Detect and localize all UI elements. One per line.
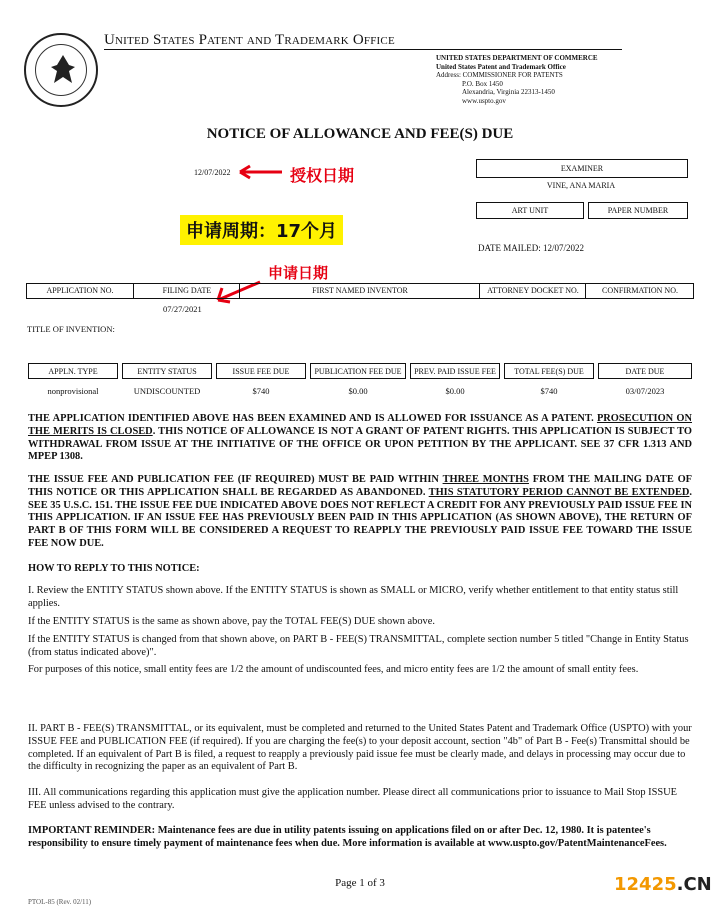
grant-date-annotation: 授权日期 (290, 166, 355, 185)
reply-paragraph: III. All communications regarding this application must give the application number. Please direct all communications prior to issuance to Mail Stop ISSUE FEE unless advised to the contrary. (28, 787, 677, 811)
application-table-header (26, 283, 694, 299)
col-publication-fee: PUBLICATION FEE DUE (310, 363, 406, 379)
para-underline: THIS STATUTORY PERIOD CANNOT BE EXTENDED (428, 486, 690, 498)
para-text: . SEE 35 U.S.C. 151. THE ISSUE FEE DUE INDICATED ABOVE DOES NOT REFLECT A CREDIT FOR ANY PREVIOUSLY PAID ISSUE FEE IN THIS APPLICATION. IF AN ISSUE FEE HAS PREVIOUSLY BEEN PAID IN THIS APPLICATION (AS SHOWN ABOVE), THE RETURN OF PART B OF THIS FORM WILL BE CONSIDERED A REQUEST TO REAPPLY THE PREVIOUSLY PAID ISSUE FEE TOWARD THE ISSUE FEE NOW DUE. (28, 486, 693, 549)
examiner-name: VINE, ANA MARIA (546, 181, 616, 190)
para-text: . THIS NOTICE OF ALLOWANCE IS NOT A GRANT OF PATENT RIGHTS. THIS APPLICATION IS SUBJECT TO WITHDRAWAL FROM ISSUE AT THE INITIATIVE OF THE OFFICE OR UPON PETITION BY THE APPLICANT. SEE 37 CFR 1.313 AND MPEP 1308. (28, 425, 692, 463)
col-total-fees: TOTAL FEE(S) DUE (504, 363, 594, 379)
col-appln-type: APPLN. TYPE (28, 363, 118, 379)
entity-status-value: UNDISCOUNTED (133, 386, 201, 396)
para-text: THE ISSUE FEE AND PUBLICATION FEE (IF REQUIRED) MUST BE PAID WITHIN (28, 474, 443, 485)
header-rule (104, 49, 622, 50)
para-underline: PROSECUTION ON THE MERITS IS CLOSED (28, 413, 692, 437)
notice-date: 12/07/2022 (194, 168, 231, 177)
col-application-no: APPLICATION NO. (46, 286, 114, 295)
art-unit-label: ART UNIT (476, 202, 584, 219)
date-due-value: 03/07/2023 (625, 386, 665, 396)
reply-paragraph: II. PART B - FEE(S) TRANSMITTAL, or its equivalent, must be completed and returned to the United States Patent and Trademark Office (USPTO) with your ISSUE FEE and PUBLICATION FEE (if required). If you are charging the fee(s) to your deposit account, section "4b" of Part B - Fee(s) Transmittal should be completed. If an equivalent of Part B is filed, a request to reapply a previously paid issue fee must be clearly made, and delays in processing may occur due to the difficulty in recognizing the paper as an equivalent of Part B. (28, 723, 692, 773)
dept-line: P.O. Box 1450 (462, 79, 503, 88)
dept-line: Address: COMMISSIONER FOR PATENTS (436, 71, 563, 80)
issue-fee-value: $740 (252, 386, 270, 396)
prev-paid-value: $0.00 (445, 386, 465, 396)
dept-line: Alexandria, Virginia 22313-1450 (462, 88, 555, 97)
total-fees-value: $740 (540, 386, 558, 396)
important-reminder: IMPORTANT REMINDER: Maintenance fees are due in utility patents issuing on applications filed on or after Dec. 12, 1980. It is patentee's responsibility to ensure timely payment of maintenance fees when due. More information is available at www.uspto.gov/PatentMaintenanceFees. (28, 825, 667, 849)
examiner-label: EXAMINER (476, 159, 688, 178)
reply-paragraph: If the ENTITY STATUS is changed from that shown above, on PART B - FEE(S) TRANSMITTAL, complete section number 5 titled "Change in Entity Status (from status indicated above)". (28, 634, 689, 658)
red-arrow-icon (232, 164, 284, 180)
col-date-due: DATE DUE (598, 363, 692, 379)
para-text: THE APPLICATION IDENTIFIED ABOVE HAS BEEN EXAMINED AND IS ALLOWED FOR ISSUANCE AS A PATENT. (28, 413, 594, 424)
paper-number-label: PAPER NUMBER (588, 202, 688, 219)
col-filing-date: FILING DATE (133, 284, 240, 298)
para-underline: THREE MONTHS (442, 474, 529, 485)
brand-num: 12425 (614, 874, 677, 895)
uspto-seal-logo (24, 33, 98, 107)
date-mailed: DATE MAILED: 12/07/2022 (478, 243, 584, 253)
reply-paragraph: I. Review the ENTITY STATUS shown above. If the ENTITY STATUS is shown as SMALL or MICRO, verify whether entitlement to that entity status still applies. (28, 585, 679, 609)
page-number: Page 1 of 3 (335, 877, 385, 889)
page-title: NOTICE OF ALLOWANCE AND FEE(S) DUE (206, 126, 514, 142)
para-text: FROM THE MAILING DATE OF THIS NOTICE OR THIS APPLICATION SHALL BE REGARDED AS ABANDONED. (28, 474, 692, 498)
appln-type-value: nonprovisional (47, 386, 99, 396)
cycle-annotation: 申请周期：17个月 (180, 215, 343, 245)
how-to-reply-heading: HOW TO REPLY TO THIS NOTICE: (28, 563, 200, 574)
col-prev-paid: PREV. PAID ISSUE FEE (410, 363, 500, 379)
reply-paragraph: If the ENTITY STATUS is the same as shown above, pay the TOTAL FEE(S) DUE shown above. (28, 616, 435, 627)
fee-table-header (28, 363, 692, 379)
brand-watermark-logo (614, 874, 712, 895)
title-of-invention-label: TITLE OF INVENTION: (27, 324, 115, 334)
dept-line: UNITED STATES DEPARTMENT OF COMMERCE (436, 54, 598, 62)
filing-date-annotation: 申请日期 (268, 264, 329, 282)
col-confirmation-no: CONFIRMATION NO. (585, 284, 694, 298)
col-attorney-docket: ATTORNEY DOCKET NO. (479, 284, 586, 298)
col-issue-fee: ISSUE FEE DUE (216, 363, 306, 379)
filing-date-value: 07/27/2021 (163, 304, 202, 314)
dept-line: United States Patent and Trademark Office (436, 62, 566, 71)
allowance-paragraph (28, 413, 692, 464)
office-name: United States Patent and Trademark Office (104, 32, 395, 48)
brand-tld: .CN (676, 874, 712, 895)
col-first-inventor: FIRST NAMED INVENTOR (239, 284, 480, 298)
fee-deadline-paragraph (28, 474, 692, 551)
form-id: PTOL-85 (Rev. 02/11) (28, 898, 92, 906)
dept-line: www.uspto.gov (462, 96, 506, 105)
publication-fee-value: $0.00 (348, 386, 368, 396)
department-address (436, 54, 598, 106)
reply-paragraph: For purposes of this notice, small entity fees are 1/2 the amount of undiscounted fees, and micro entity fees are 1/2 the amount of small entity fees. (28, 664, 639, 675)
col-entity-status: ENTITY STATUS (122, 363, 212, 379)
